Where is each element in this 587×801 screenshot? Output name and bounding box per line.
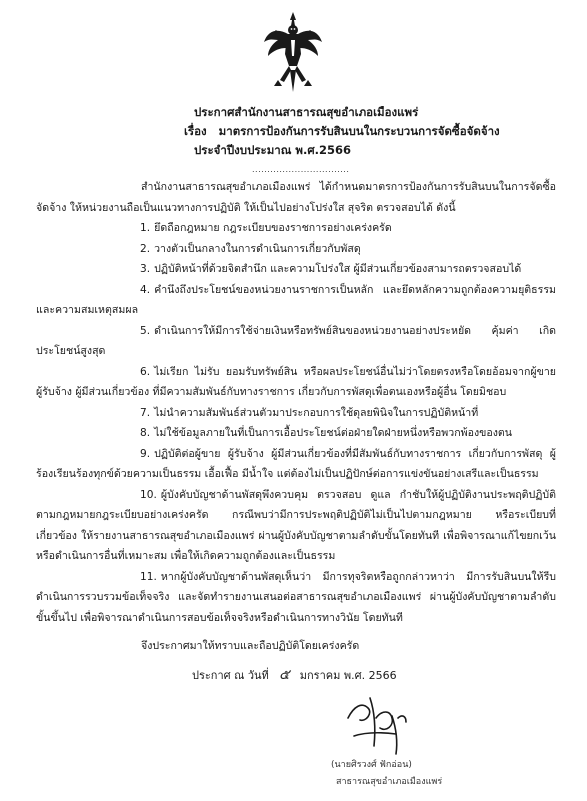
fiscal-year: ประจำปีงบประมาณ พ.ศ.2566 (194, 143, 352, 157)
list-item: 1. ยึดถือกฎหมาย กฎระเบียบของราชการอย่างเคร่งครัด (140, 222, 392, 234)
list-item: 11. หากผู้บังคับบัญชาด้านพัสดุเห็นว่า มีการทุจริตหรือถูกกล่าวหาว่า มีการรับสินบนให้รีบดำเนินการรวบรวมข้อเท็จจริง และจัดทำรายงานเสนอต่อสาธารณสุขอำเภอเมืองแพร่ ผ่านผู้บังคับบัญชาตามลำดับขั้นขึ้นไป เพื่อพิจารณาดำเนินการสอบข้อเท็จจริงหรือดำเนินการทางวินัย โดยทันที (36, 570, 556, 624)
subject-label: เรื่อง (184, 124, 207, 138)
announcement-heading (184, 103, 544, 160)
list-item: 3. ปฏิบัติหน้าที่ด้วยจิตสำนึก และความโปร่งใส ผู้มีส่วนเกี่ยวข้องสามารถตรวจสอบได้ (140, 263, 522, 275)
announcement-date (192, 664, 397, 686)
list-item: 8. ไม่ใช้ข้อมูลภายในที่เป็นการเอื้อประโยชน์ต่อฝ่ายใดฝ่ายหนึ่งหรือพวกพ้องของตน (140, 427, 513, 439)
list-item: 5. ดำเนินการให้มีการใช้จ่ายเงินหรือทรัพย์สินของหน่วยงานอย่างประหยัด คุ้มค่า เกิดประโยชน์สูงสุด (36, 324, 556, 357)
separator-line: ................................ (252, 165, 350, 174)
measures-list (36, 218, 556, 628)
date-prefix: ประกาศ ณ วันที่ (192, 669, 269, 682)
closing-paragraph: จึงประกาศมาให้ทราบและถือปฏิบัติโดยเคร่งครัด (141, 640, 360, 652)
announcement-subject: มาตรการป้องกันการรับสินบนในกระบวนการจัดซื้อจัดจ้าง (218, 124, 500, 138)
list-item: 7. ไม่นำความสัมพันธ์ส่วนตัวมาประกอบการใช้ดุลยพินิจในการปฏิบัติหน้าที่ (140, 406, 479, 419)
garuda-emblem-icon (262, 10, 324, 94)
list-item: 4. คำนึงถึงประโยชน์ของหน่วยงานราชการเป็นหลัก และยึดหลักความถูกต้องความยุติธรรมและความสมเหตุสมผล (36, 283, 556, 316)
date-suffix: มกราคม พ.ศ. 2566 (299, 669, 397, 682)
list-item: 9. ปฏิบัติต่อผู้ขาย ผู้รับจ้าง ผู้มีส่วนเกี่ยวข้องที่มีสัมพันธ์กับทางราชการ เกี่ยวกับการพัสดุ ผู้ร้องเรียนร้องทุกข์ด้วยความเป็นธรรม เอื้อเฟื้อ มีน้ำใจ แต่ต้องไม่เป็นปฏิปักษ์ต่อการแข่งขันอย่างเสรีและเป็นธรรม (36, 447, 556, 480)
announcement-title: ประกาศสำนักงานสาธารณสุขอำเภอเมืองแพร่ (194, 105, 419, 119)
list-item: 10. ผู้บังคับบัญชาด้านพัสดุพึงควบคุม ตรวจสอบ ดูแล กำชับให้ผู้ปฏิบัติงานประพฤติปฏิบัติตามกฎหมายกฎระเบียบอย่างเคร่งครัด กรณีพบว่ามีการประพฤติปฏิบัติไม่เป็นไปตามกฎหมาย หรือระเบียบที่เกี่ยวข้อง ให้รายงานสาธารณสุขอำเภอเมืองแพร่ ผ่านผู้บังคับบัญชาตามลำดับขั้นโดยทันที เพื่อพิจารณาแก้ไขยกเว้น หรือดำเนินการอื่นที่เหมาะสม เพื่อให้เกิดความถูกต้องและเป็นธรรม (36, 488, 556, 562)
signatory-name: (นายศิรวงศ์ ฟักอ่อน) (331, 760, 412, 770)
list-item: 2. วางตัวเป็นกลางในการดำเนินการเกี่ยวกับพัสดุ (140, 242, 361, 255)
list-item: 6. ไม่เรียก ไม่รับ ยอมรับทรัพย์สิน หรือผลประโยชน์อื่นไม่ว่าโดยตรงหรือโดยอ้อมจากผู้ขาย ผู้รับจ้าง ผู้มีส่วนเกี่ยวข้อง ที่มีความสัมพันธ์กับทางราชการ เกี่ยวกับการพัสดุเพื่อตนเองหรือผู้อื่น โดยมิชอบ (36, 365, 556, 398)
intro-paragraph: สำนักงานสาธารณสุขอำเภอเมืองแพร่ ได้กำหนดมาตรการป้องกันการรับสินบนในการจัดซื้อจัดจ้าง ให้หน่วยงานถือเป็นแนวทางการปฏิบัติ ให้เป็นไปอย่างโปร่งใส สุจริต ตรวจสอบได้ ดังนี้ (36, 181, 556, 214)
signatory-position: สาธารณสุขอำเภอเมืองแพร่ (336, 777, 443, 787)
announcement-subject-line (184, 122, 544, 141)
date-day: ๕ (278, 667, 290, 683)
handwritten-signature-icon (340, 688, 414, 758)
announcement-body (36, 177, 556, 657)
